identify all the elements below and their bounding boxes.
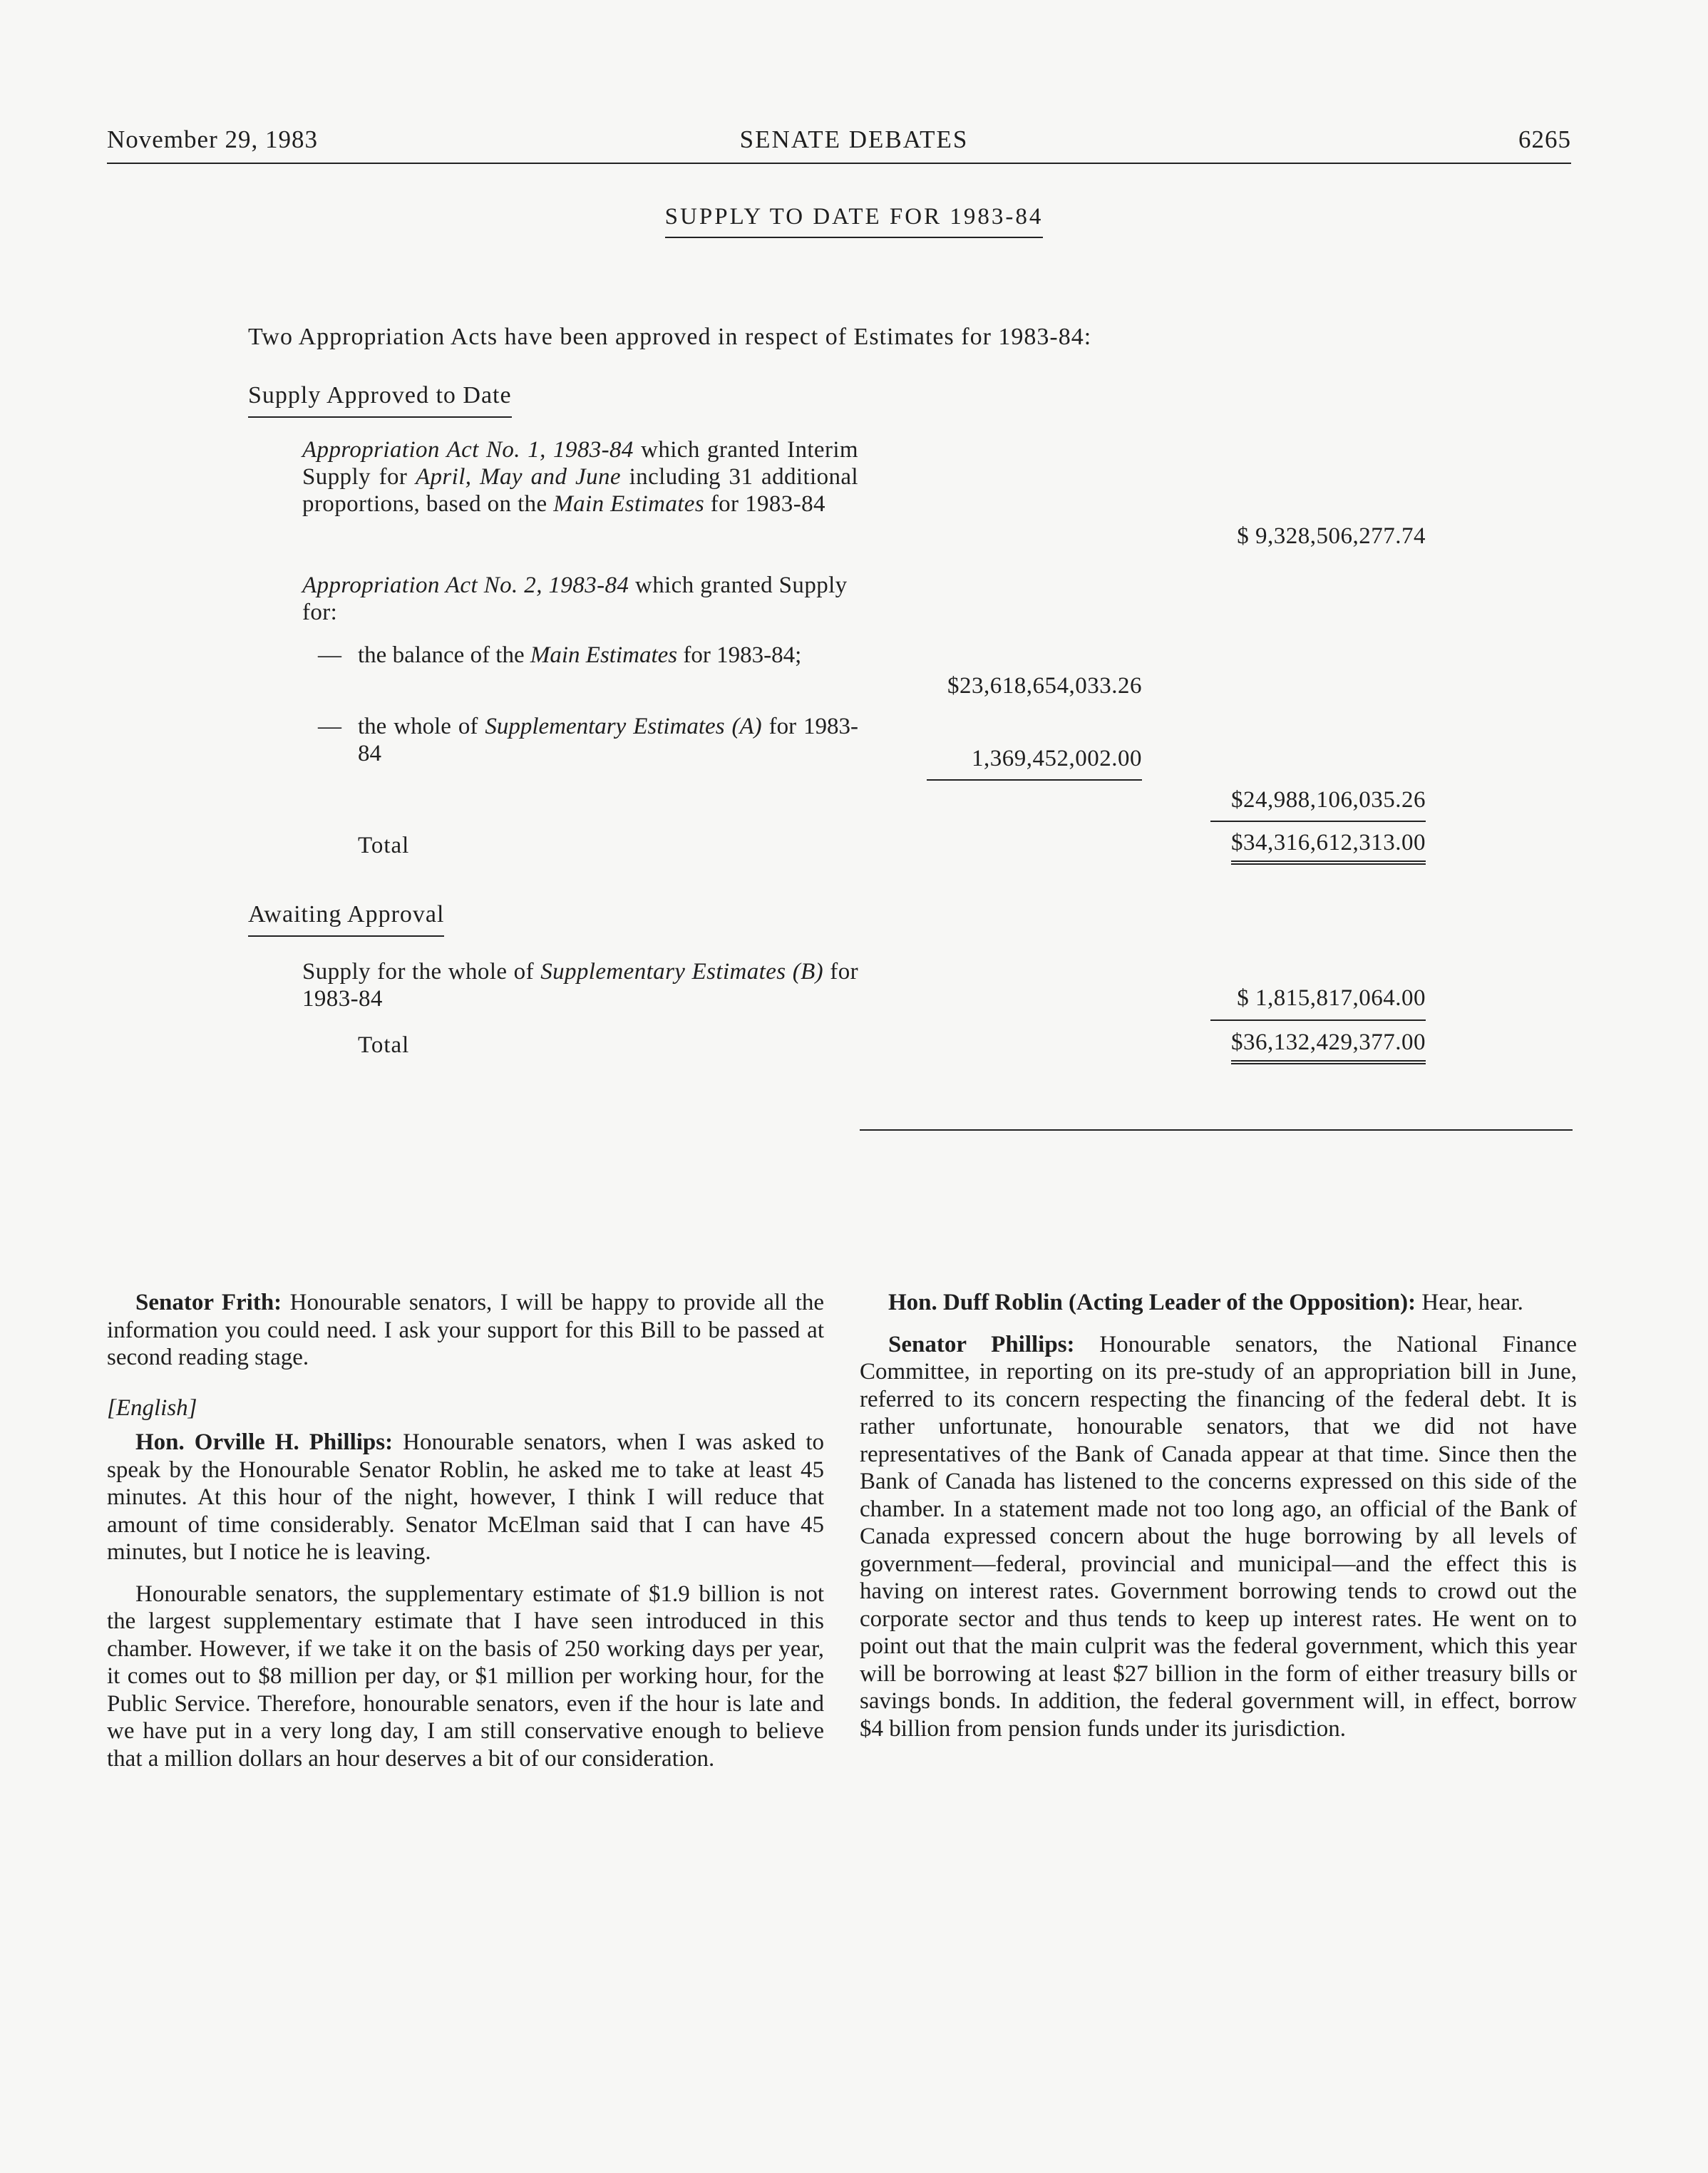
language-marker-text: [English] (107, 1394, 197, 1421)
act1-text1: which granted Interim Supply for (302, 437, 858, 490)
left-column (107, 1289, 824, 1787)
item2-underline (927, 779, 1142, 781)
roblin-text: Hear, hear. (1416, 1290, 1523, 1315)
item2-text2: for 1983-84 (358, 714, 859, 766)
speaker-frith: Senator Frith: (135, 1290, 282, 1315)
act2-name: Appropriation Act No. 2, 1983-84 (302, 572, 629, 598)
item2-amount: 1,369,452,002.00 (972, 746, 1142, 771)
act1-months: April, May and June (415, 464, 621, 490)
header-date: November 29, 1983 (107, 125, 318, 153)
supply-total-amount: $34,316,612,313.00 (1231, 830, 1426, 865)
item1-amount: $23,618,654,033.26 (947, 673, 1142, 699)
header-rule (107, 163, 1571, 164)
phillips-text-2: Honourable senators, the National Finance Committee, in reporting on its pre-study of an appropriation bill in June, referred to its concern respecting the financing of the federal debt. It is rather unfortunate, honourable senators, that we did not have representatives of the Bank of Canada appear at that time. Since then the Bank of Canada has listened to the concerns expressed on this side of the chamber. In a statement made not too long ago, an official of the Bank of Canada expressed concern about the huge borrowing by all levels of government—federal, provincial and municipal—and the effect this is having on interest rates. Government borrowing tends to crowd out the corporate sector and thus tends to keep up interest rates. He went on to point out that the main culprit was the federal government, which this year will be borrowing at least $27 billion in the form of either treasury bills or savings bonds. In addition, the federal government will, in effect, borrow $4 billion from pension funds under its jurisdiction. (860, 1331, 1578, 1742)
act2-subtotal: $24,988,106,035.26 (1231, 787, 1426, 813)
section-title-text: SUPPLY TO DATE FOR 1983-84 (665, 204, 1044, 238)
section-title (0, 204, 1708, 230)
item2-estimates: Supplementary Estimates (A) (485, 714, 762, 739)
awaiting-text2: for 1983-84 (302, 959, 858, 1012)
left-paragraph-1 (107, 1289, 824, 1372)
act1-estimates: Main Estimates (553, 491, 705, 517)
right-paragraph-2 (860, 1331, 1577, 1743)
left-paragraph-2 (107, 1429, 824, 1566)
speaker-phillips-2: Senator Phillips: (888, 1331, 1075, 1357)
item1-text2: for 1983-84; (677, 642, 802, 668)
act2-entry (302, 572, 858, 626)
act2-item-2 (318, 713, 858, 767)
act1-text2: including 31 additional proportions, based on the (302, 464, 858, 517)
awaiting-underline (1210, 1019, 1426, 1021)
header-title: SENATE DEBATES (739, 125, 969, 153)
language-marker (107, 1394, 824, 1422)
subtotal-underline (1210, 821, 1426, 822)
speaker-phillips: Hon. Orville H. Phillips: (135, 1429, 393, 1455)
right-paragraph-1 (860, 1289, 1577, 1317)
act1-entry (302, 436, 858, 518)
supply-approved-heading: Supply Approved to Date (248, 382, 512, 418)
speaker-roblin: Hon. Duff Roblin (Acting Leader of the Opposition): (888, 1290, 1416, 1315)
page-number: 6265 (1518, 125, 1571, 153)
intro-text: Two Appropriation Acts have been approved in respect of Estimates for 1983-84: (248, 324, 1092, 350)
table-end-rule (860, 1129, 1573, 1131)
item1-dash: — (318, 642, 341, 668)
item1-text1: the balance of the (358, 642, 530, 668)
grand-total-label: Total (358, 1032, 410, 1058)
left-paragraph-3: Honourable senators, the supplementary estimate of $1.9 billion is not the largest supplementary estimate that I have seen introduced in this chamber. However, if we take it on the basis of 250 working days per year, it comes out to $8 million per day, or $1 million per working hour, for the Public Service. Therefore, honourable senators, even if the hour is late and we have put in a very long day, I am still conservative enough to believe that a million dollars an hour deserves a bit of our consideration. (107, 1581, 824, 1772)
act1-name: Appropriation Act No. 1, 1983-84 (302, 437, 634, 463)
supply-total-label: Total (358, 833, 410, 858)
act2-item-1 (318, 642, 858, 669)
phillips-text-1: Honourable senators, when I was asked to speak by the Honourable Senator Roblin, he asked me to take at least 45 minutes. At this hour of the night, however, I think I will reduce that amount of time considerably. Senator McElman said that I can have 45 minutes, but I notice he is leaving. (107, 1429, 824, 1565)
item2-text (358, 713, 858, 767)
grand-total-amount: $36,132,429,377.00 (1231, 1029, 1426, 1064)
frith-text: Honourable senators, I will be happy to provide all the information you could need. I ask your support for this Bill to be passed at second reading stage. (107, 1290, 825, 1370)
item1-estimates: Main Estimates (530, 642, 678, 668)
item2-dash: — (318, 714, 341, 739)
awaiting-amount: $ 1,815,817,064.00 (1237, 985, 1426, 1011)
right-column (860, 1289, 1577, 1757)
awaiting-approval-heading: Awaiting Approval (248, 901, 444, 937)
act1-amount: $ 9,328,506,277.74 (1237, 523, 1426, 549)
awaiting-entry (302, 958, 858, 1012)
item2-text1: the whole of (358, 714, 485, 739)
awaiting-estimates: Supplementary Estimates (B) (540, 959, 824, 985)
act1-text3: for 1983-84 (704, 491, 825, 517)
act2-text1: which granted Supply for: (302, 572, 848, 625)
awaiting-text1: Supply for the whole of (302, 959, 541, 985)
item1-text (358, 642, 858, 669)
